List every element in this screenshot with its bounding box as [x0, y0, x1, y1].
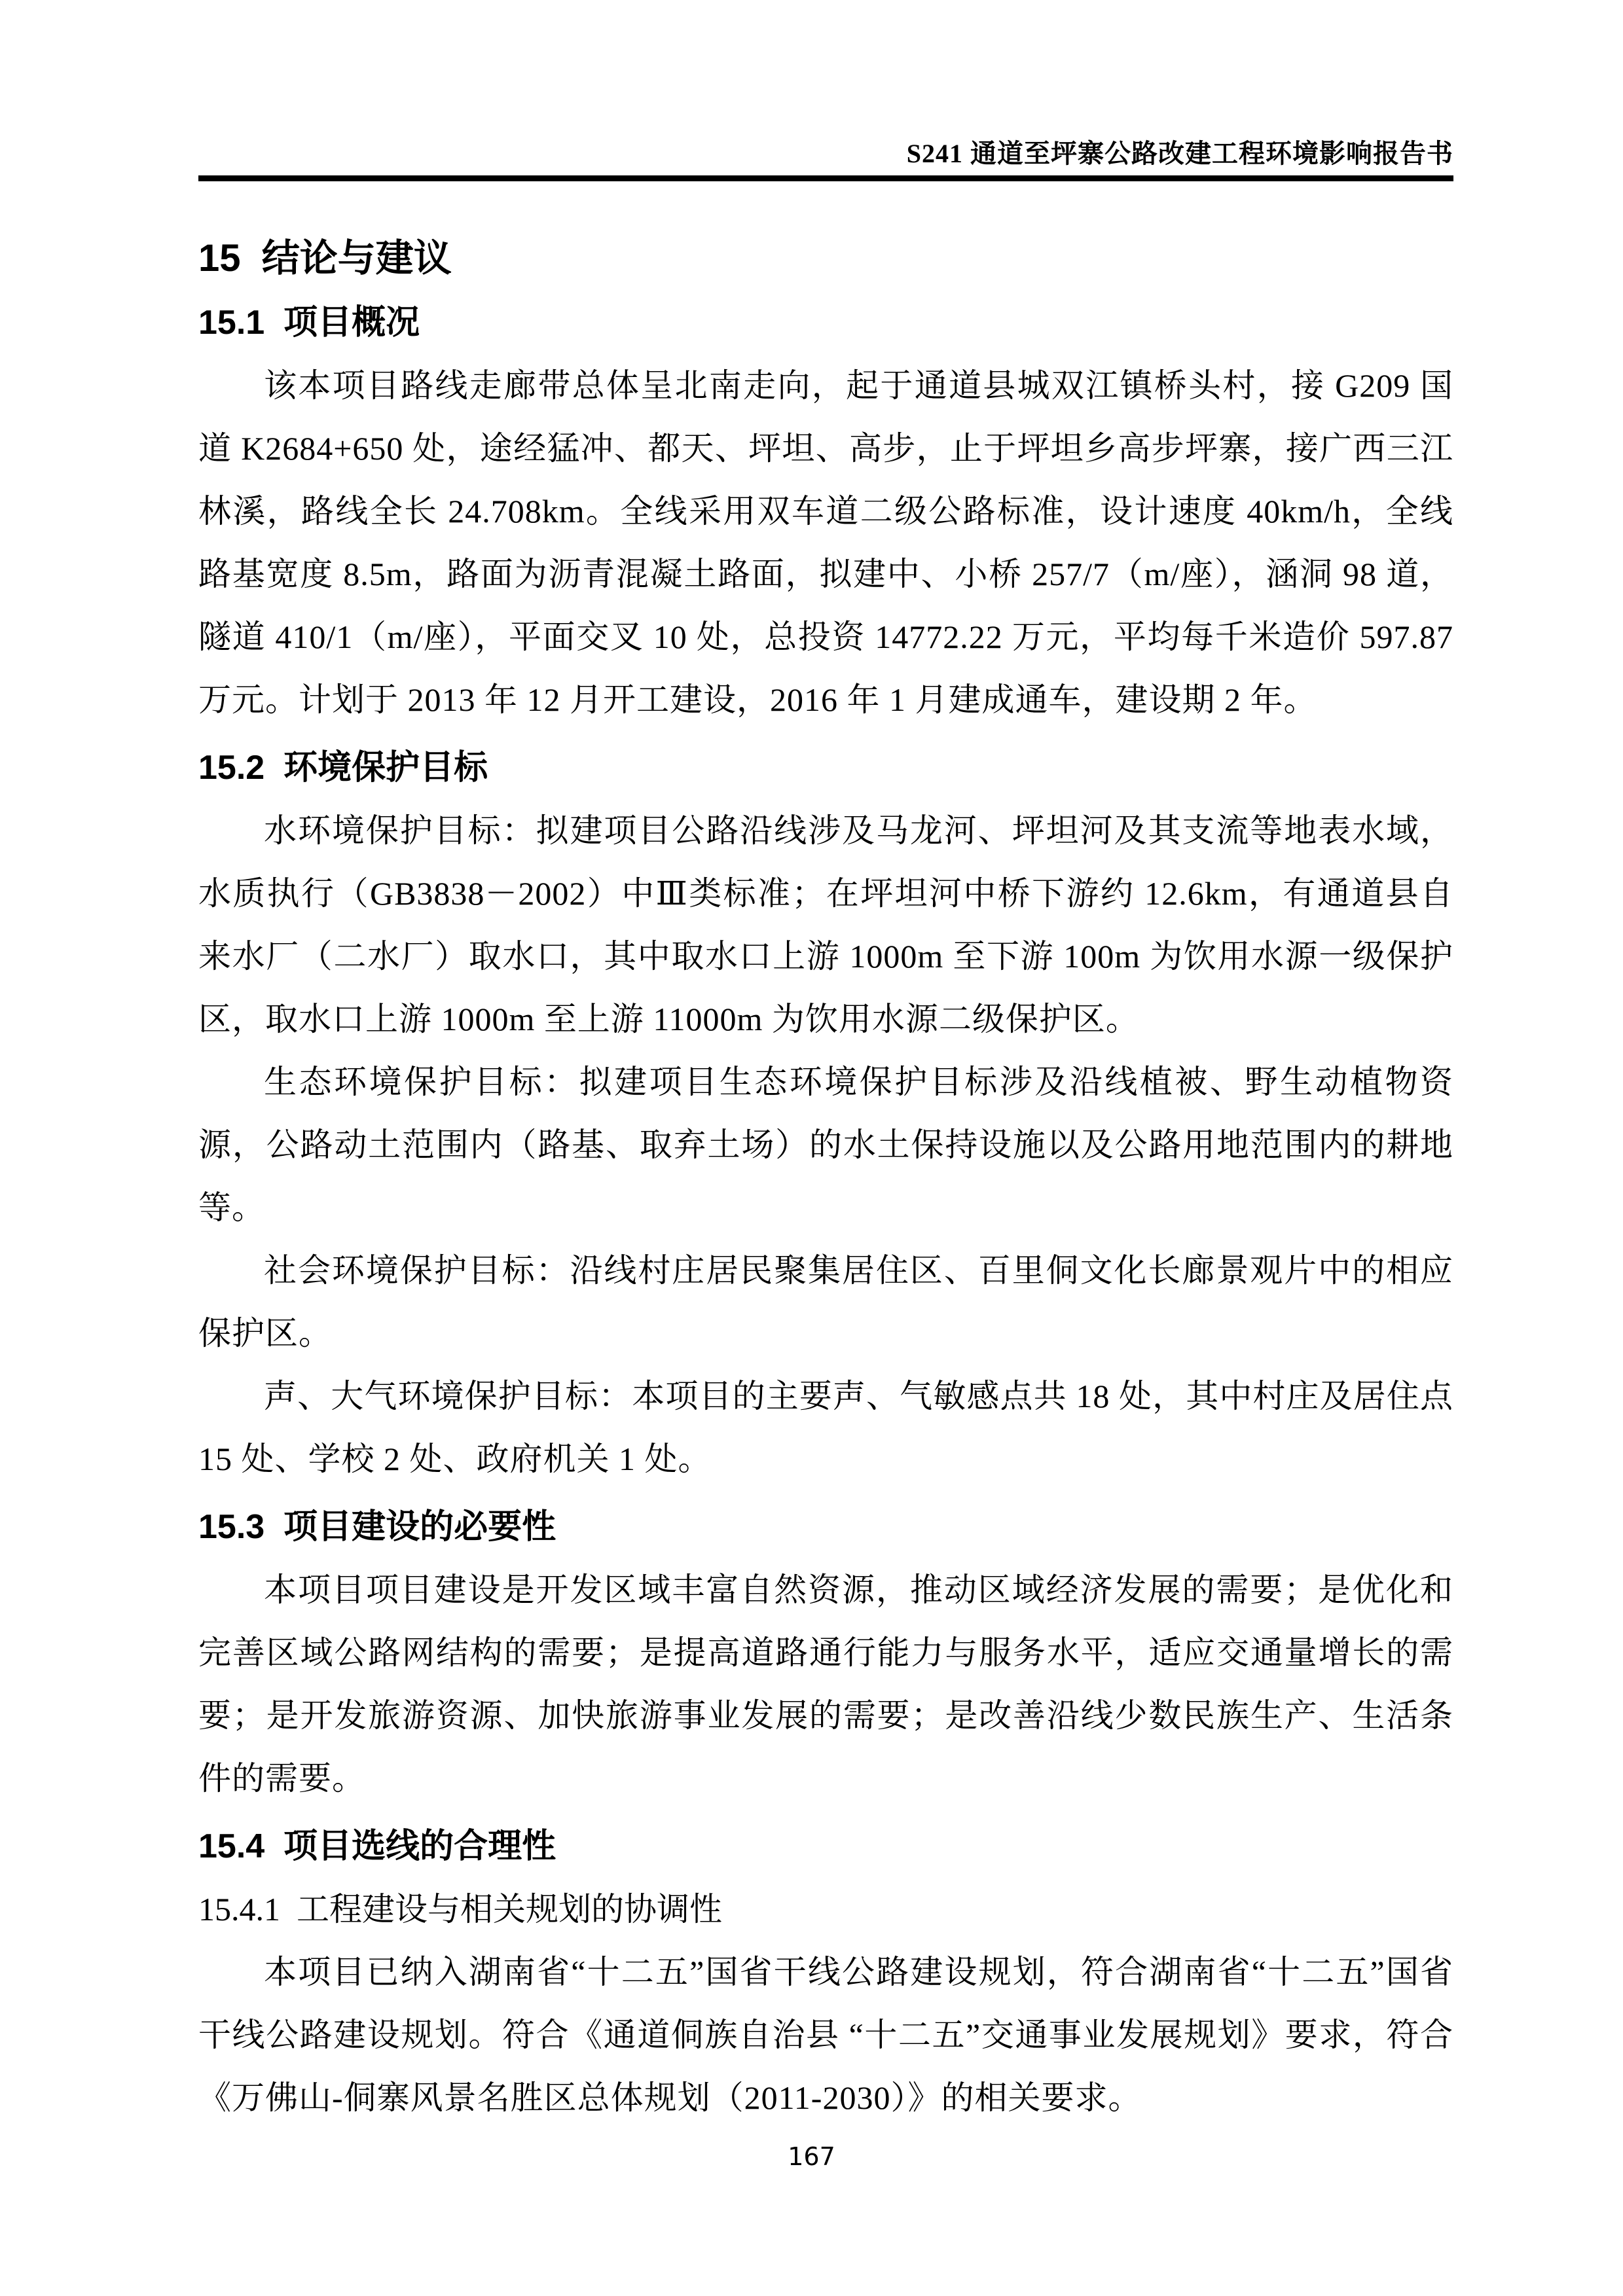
page-number: 167	[788, 2142, 835, 2171]
page-footer	[0, 2142, 1623, 2172]
section-heading-15-2: 15.2 环境保护目标	[198, 749, 488, 787]
page-header	[198, 0, 1453, 181]
subsection-heading-15-4-1: 15.4.1 工程建设与相关规划的协调性	[198, 1891, 722, 1928]
section-heading-15-1: 15.1 项目概况	[198, 304, 420, 342]
section-heading-15: 15 结论与建议	[198, 237, 452, 279]
section-heading-15-3: 15.3 项目建设的必要性	[198, 1508, 556, 1546]
header-title: S241 通道至坪寨公路改建工程环境影响报告书	[198, 0, 1453, 181]
section-heading-15-4: 15.4 项目选线的合理性	[198, 1827, 556, 1865]
paragraph-social-protection-target: 社会环境保护目标：沿线村庄居民聚集居住区、百里侗文化长廊景观片中的相应保护区。	[198, 1252, 1453, 1352]
paragraph-project-overview: 该本项目路线走廊带总体呈北南走向，起于通道县城双江镇桥头村，接 G209 国道 K2684+650 处，途经猛冲、都天、坪坦、高步，止于坪坦乡高步坪寨，接广西三江林溪，路线全长 24.708km。全线采用双车道二级公路标准，设计速度 40km/h，全线路基宽度 8.5m，路面为沥青混凝土路面，拟建中、小桥 257/7（m/座），涵洞 98 道，隧道 410/1（m/座），平面交叉 10 处，总投资 14772.22 万元，平均每千米造价 597.87 万元。计划于 2013 年 12 月开工建设，2016 年 1 月建成通车，建设期 2 年。	[198, 367, 1453, 718]
document-body	[198, 184, 1453, 2129]
paragraph-construction-necessity: 本项目项目建设是开发区域丰富自然资源，推动区域经济发展的需要；是优化和完善区域公路网结构的需要；是提高道路通行能力与服务水平，适应交通量增长的需要；是开发旅游资源、加快旅游事业发展的需要；是改善沿线少数民族生产、生活条件的需要。	[198, 1571, 1453, 1797]
paragraph-noise-air-protection-target: 声、大气环境保护目标：本项目的主要声、气敏感点共 18 处，其中村庄及居住点 15 处、学校 2 处、政府机关 1 处。	[198, 1378, 1453, 1477]
paragraph-planning-coordination: 本项目已纳入湖南省“十二五”国省干线公路建设规划，符合湖南省“十二五”国省干线公路建设规划。符合《通道侗族自治县 “十二五”交通事业发展规划》要求，符合《万佛山-侗寨风景名胜区总体规划（2011-2030）》的相关要求。	[198, 1954, 1453, 2116]
paragraph-water-protection-target: 水环境保护目标：拟建项目公路沿线涉及马龙河、坪坦河及其支流等地表水域，水质执行（GB3838－2002）中Ⅲ类标准；在坪坦河中桥下游约 12.6km，有通道县自来水厂（二水厂）取水口，其中取水口上游 1000m 至下游 100m 为饮用水源一级保护区，取水口上游 1000m 至上游 11000m 为饮用水源二级保护区。	[198, 812, 1453, 1037]
paragraph-ecology-protection-target: 生态环境保护目标：拟建项目生态环境保护目标涉及沿线植被、野生动植物资源，公路动土范围内（路基、取弃土场）的水土保持设施以及公路用地范围内的耕地等。	[198, 1064, 1453, 1226]
